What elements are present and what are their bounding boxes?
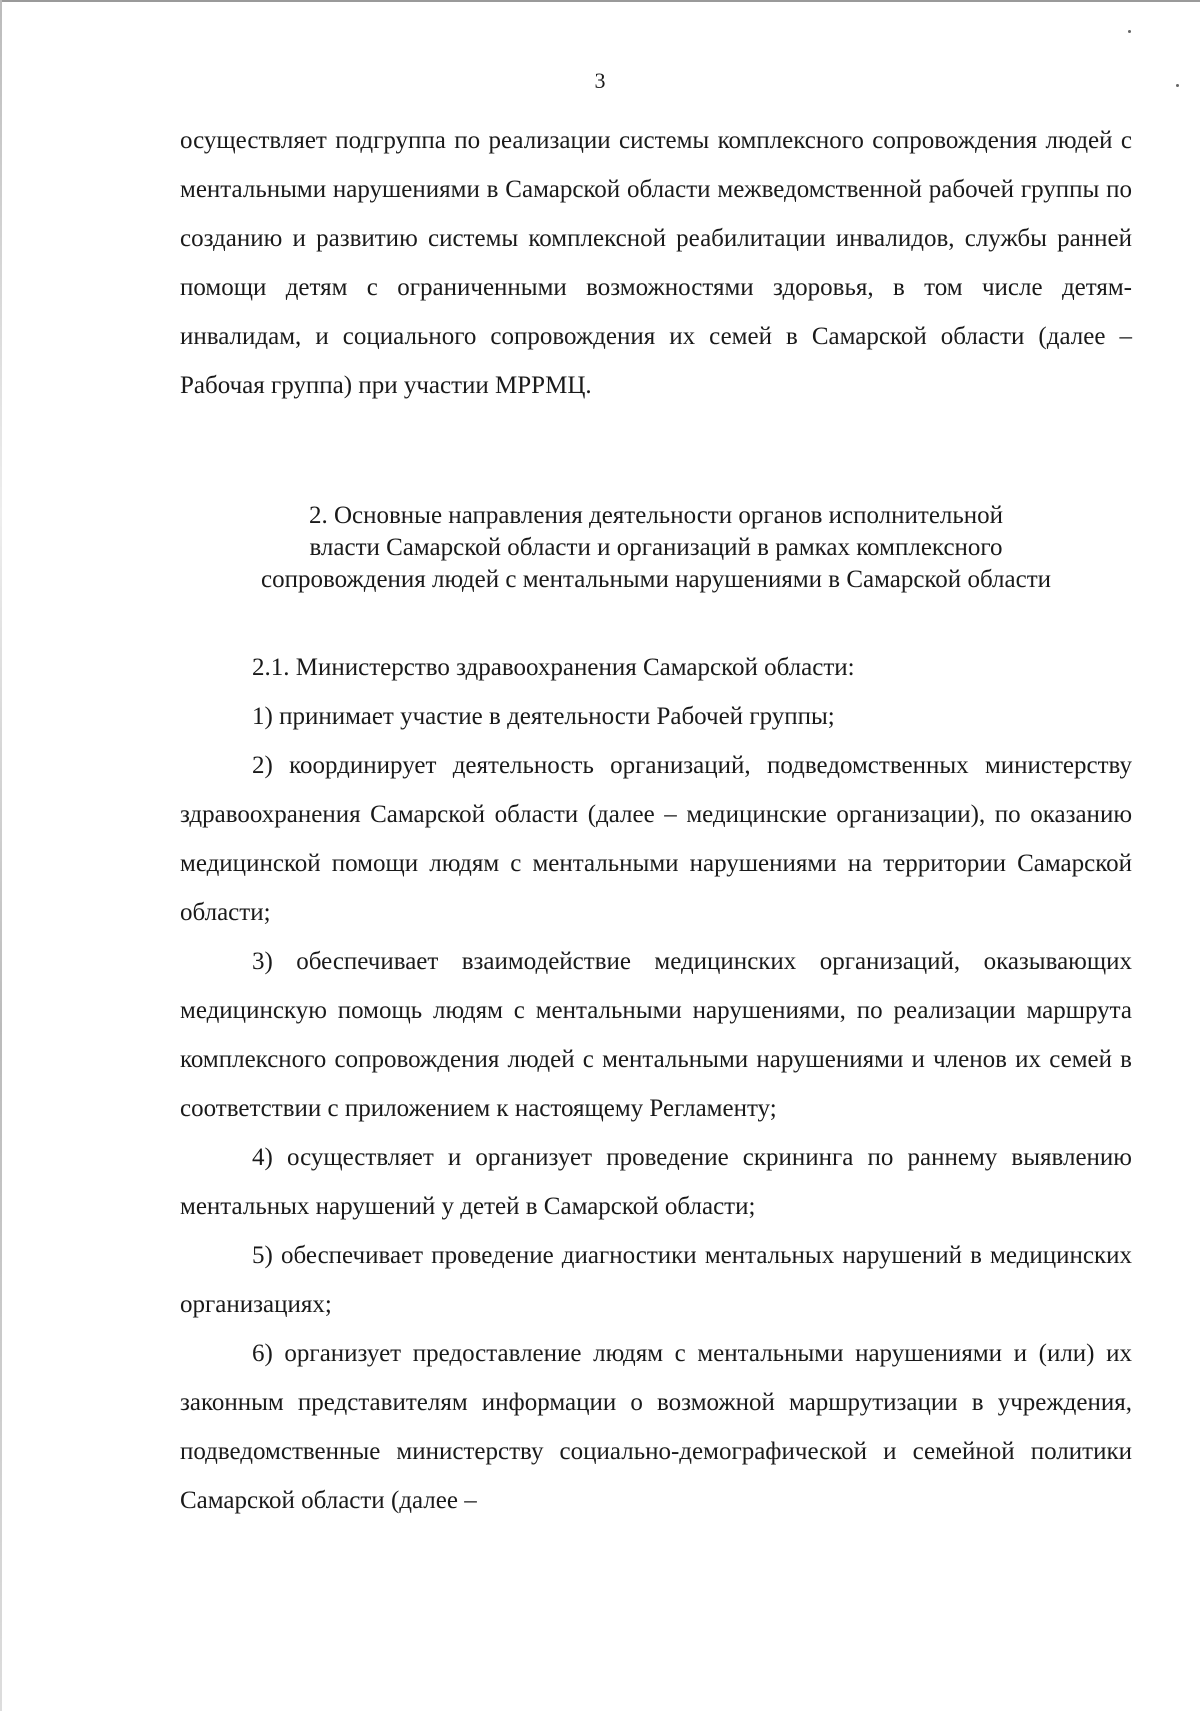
list-item: 1) принимает участие в деятельности Рабочей группы;: [252, 703, 835, 730]
list-item: 3) обеспечивает взаимодействие медицинских организаций, оказывающих медицинскую помощь людям с ментальными нарушениями, по реализации маршрута комплексного сопровождения людей с ментальными нарушениями и членов их семей в соответствии с приложением к настоящему Регламенту;: [180, 948, 1132, 1122]
list-item: 6) организует предоставление людям с ментальными нарушениями и (или) их законным представителям информации о возможной маршрутизации в учреждения, подведомственные министерству социально-демографической и семейной политики Самарской области (далее –: [180, 1340, 1132, 1514]
scan-edge-top: [0, 0, 1200, 2]
scan-edge-left: [0, 0, 2, 1711]
list-item: 5) обеспечивает проведение диагностики ментальных нарушений в медицинских организациях;: [180, 1242, 1132, 1318]
section-heading-line: власти Самарской области и организаций в рамках комплексного: [309, 534, 1003, 561]
section-body: [180, 643, 1132, 1525]
intro-block: [180, 116, 1132, 410]
scan-speck: [1128, 30, 1131, 33]
section-heading: [180, 500, 1132, 596]
page-number: 3: [594, 68, 606, 93]
list-item: 4) осуществляет и организует проведение скрининга по раннему выявлению ментальных нарушений у детей в Самарской области;: [180, 1144, 1132, 1220]
section-heading-line: сопровождения людей с ментальными нарушениями в Самарской области: [260, 566, 1052, 593]
section-heading-line: 2. Основные направления деятельности органов исполнительной: [308, 502, 1004, 529]
intro-paragraph: осуществляет подгруппа по реализации системы комплексного сопровождения людей с ментальными нарушениями в Самарской области межведомственной рабочей группы по созданию и развитию системы комплексной реабилитации инвалидов, службы ранней помощи детям с ограниченными возможностями здоровья, в том числе детям-инвалидам, и социального сопровождения их семей в Самарской области (далее – Рабочая группа) при участии МРРМЦ.: [180, 127, 1132, 399]
list-item: 2) координирует деятельность организаций, подведомственных министерству здравоохранения Самарской области (далее – медицинские организации), по оказанию медицинской помощи людям с ментальными нарушениями на территории Самарской области;: [180, 752, 1132, 926]
subsection-title: 2.1. Министерство здравоохранения Самарской области:: [252, 654, 855, 681]
